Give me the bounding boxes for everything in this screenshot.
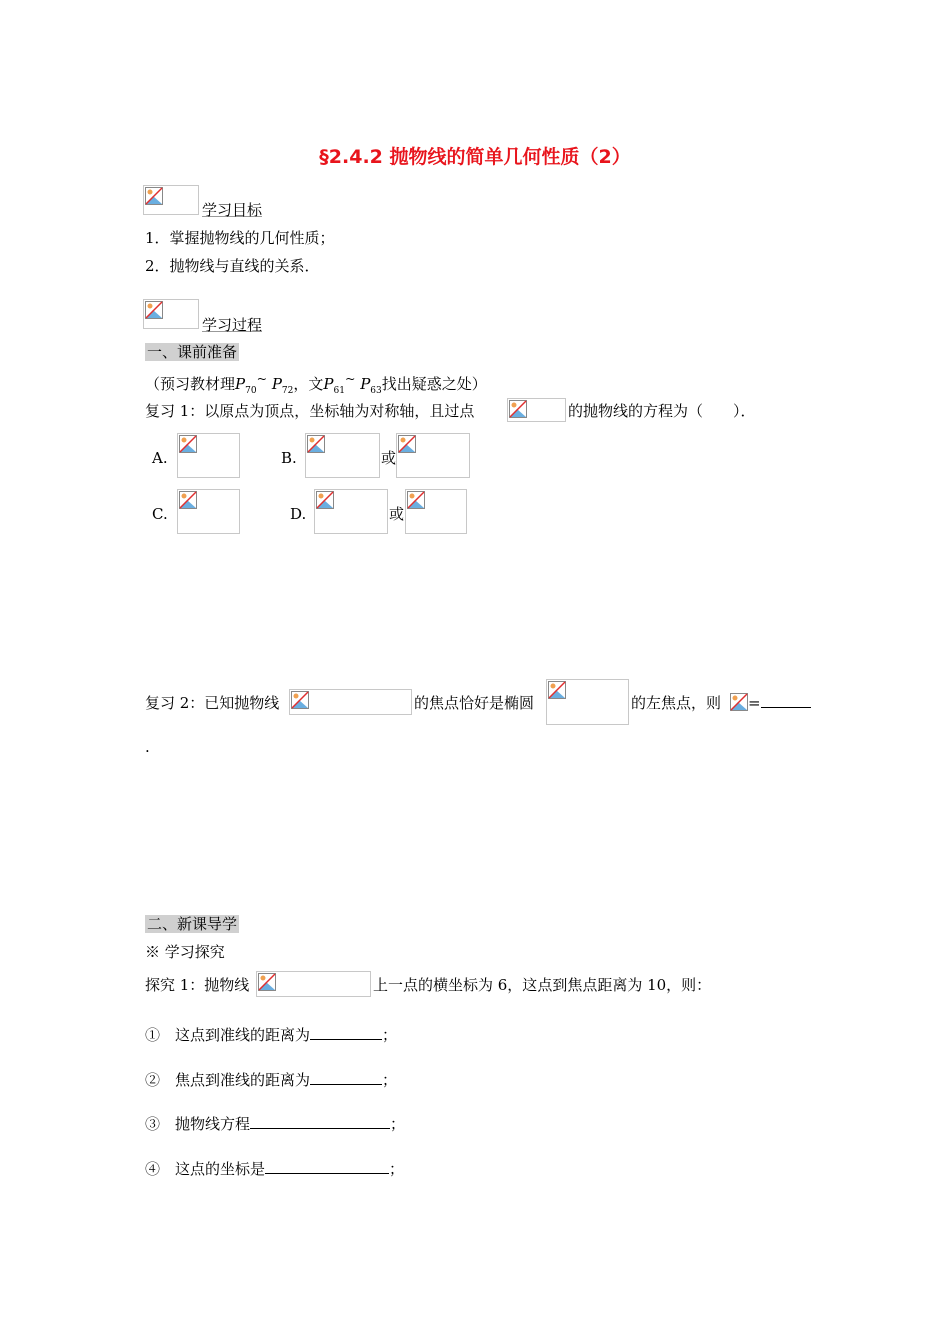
review2-end: . xyxy=(145,738,150,756)
broken-image-icon xyxy=(407,491,425,509)
option-d-formula-1 xyxy=(314,489,388,534)
option-d-label: D. xyxy=(290,505,307,523)
explore1-suffix: 上一点的横坐标为 6，这点到焦点距离为 10，则： xyxy=(373,976,712,994)
review2-mid: 的焦点恰好是椭圆 xyxy=(414,694,535,712)
process-heading: 学习过程 xyxy=(202,316,263,334)
review2-suffix: 的左焦点，则 xyxy=(631,694,722,712)
review2-answer: = xyxy=(748,693,811,713)
explore1-prefix: 探究 1：抛物线 xyxy=(145,976,250,994)
review2-prefix: 复习 2：已知抛物线 xyxy=(145,694,280,712)
option-c-label: C. xyxy=(152,505,168,523)
broken-image-icon xyxy=(258,973,276,991)
review1-suffix: 的抛物线的方程为（ ）． xyxy=(568,402,756,420)
point-formula-image xyxy=(507,398,566,422)
explore-heading: ※ 学习探究 xyxy=(145,943,225,961)
broken-image-icon xyxy=(145,301,163,319)
section2-heading: 二、新课导学 xyxy=(147,915,238,933)
option-c-formula xyxy=(177,489,240,534)
objective-item-1: 1．掌握抛物线的几何性质； xyxy=(145,229,335,247)
variable-image xyxy=(729,692,749,712)
option-d-formula-2 xyxy=(405,489,467,534)
option-a-label: A. xyxy=(152,449,168,467)
option-b-or: 或 xyxy=(381,449,397,467)
explore1-parabola-image xyxy=(256,971,371,997)
question-3-blank[interactable] xyxy=(250,1114,390,1129)
broken-image-icon xyxy=(509,400,527,418)
broken-image-icon xyxy=(398,435,416,453)
image-placeholder-objectives xyxy=(143,185,199,215)
question-4: ④ 这点的坐标是 ； xyxy=(145,1160,405,1178)
question-2: ② 焦点到准线的距离为 ； xyxy=(145,1071,398,1089)
broken-image-icon xyxy=(316,491,334,509)
broken-image-icon xyxy=(179,491,197,509)
broken-image-icon xyxy=(145,187,163,205)
question-1: ① 这点到准线的距离为 ； xyxy=(145,1026,398,1044)
option-a-formula xyxy=(177,433,240,478)
broken-image-icon xyxy=(291,691,309,709)
broken-image-icon xyxy=(730,693,748,711)
broken-image-icon xyxy=(307,435,325,453)
question-1-blank[interactable] xyxy=(310,1025,382,1040)
parabola-formula-image xyxy=(289,689,412,715)
option-d-or: 或 xyxy=(389,505,405,523)
broken-image-icon xyxy=(548,681,566,699)
preview-line: （预习教材理$P_{70}^\sim$ $P_{72}$，文$P_{61}^\sim$ $P_{63}$找出疑惑之处） xyxy=(145,371,487,396)
option-b-formula-1 xyxy=(305,433,380,478)
answer-blank[interactable] xyxy=(761,693,811,708)
objective-item-2: 2．抛物线与直线的关系． xyxy=(145,257,320,275)
section1-heading: 一、课前准备 xyxy=(147,343,238,361)
question-3: ③ 抛物线方程 ； xyxy=(145,1115,406,1133)
option-b-formula-2 xyxy=(396,433,470,478)
broken-image-icon xyxy=(179,435,197,453)
question-2-blank[interactable] xyxy=(310,1070,382,1085)
question-4-blank[interactable] xyxy=(265,1159,389,1174)
option-b-label: B. xyxy=(281,449,297,467)
page-title: §2.4.2 抛物线的简单几何性质（2） xyxy=(319,146,631,168)
objectives-heading: 学习目标 xyxy=(202,201,263,219)
ellipse-formula-image xyxy=(546,679,629,725)
review1-prefix: 复习 1：以原点为顶点，坐标轴为对称轴，且过点 xyxy=(145,402,475,420)
image-placeholder-process xyxy=(143,299,199,329)
